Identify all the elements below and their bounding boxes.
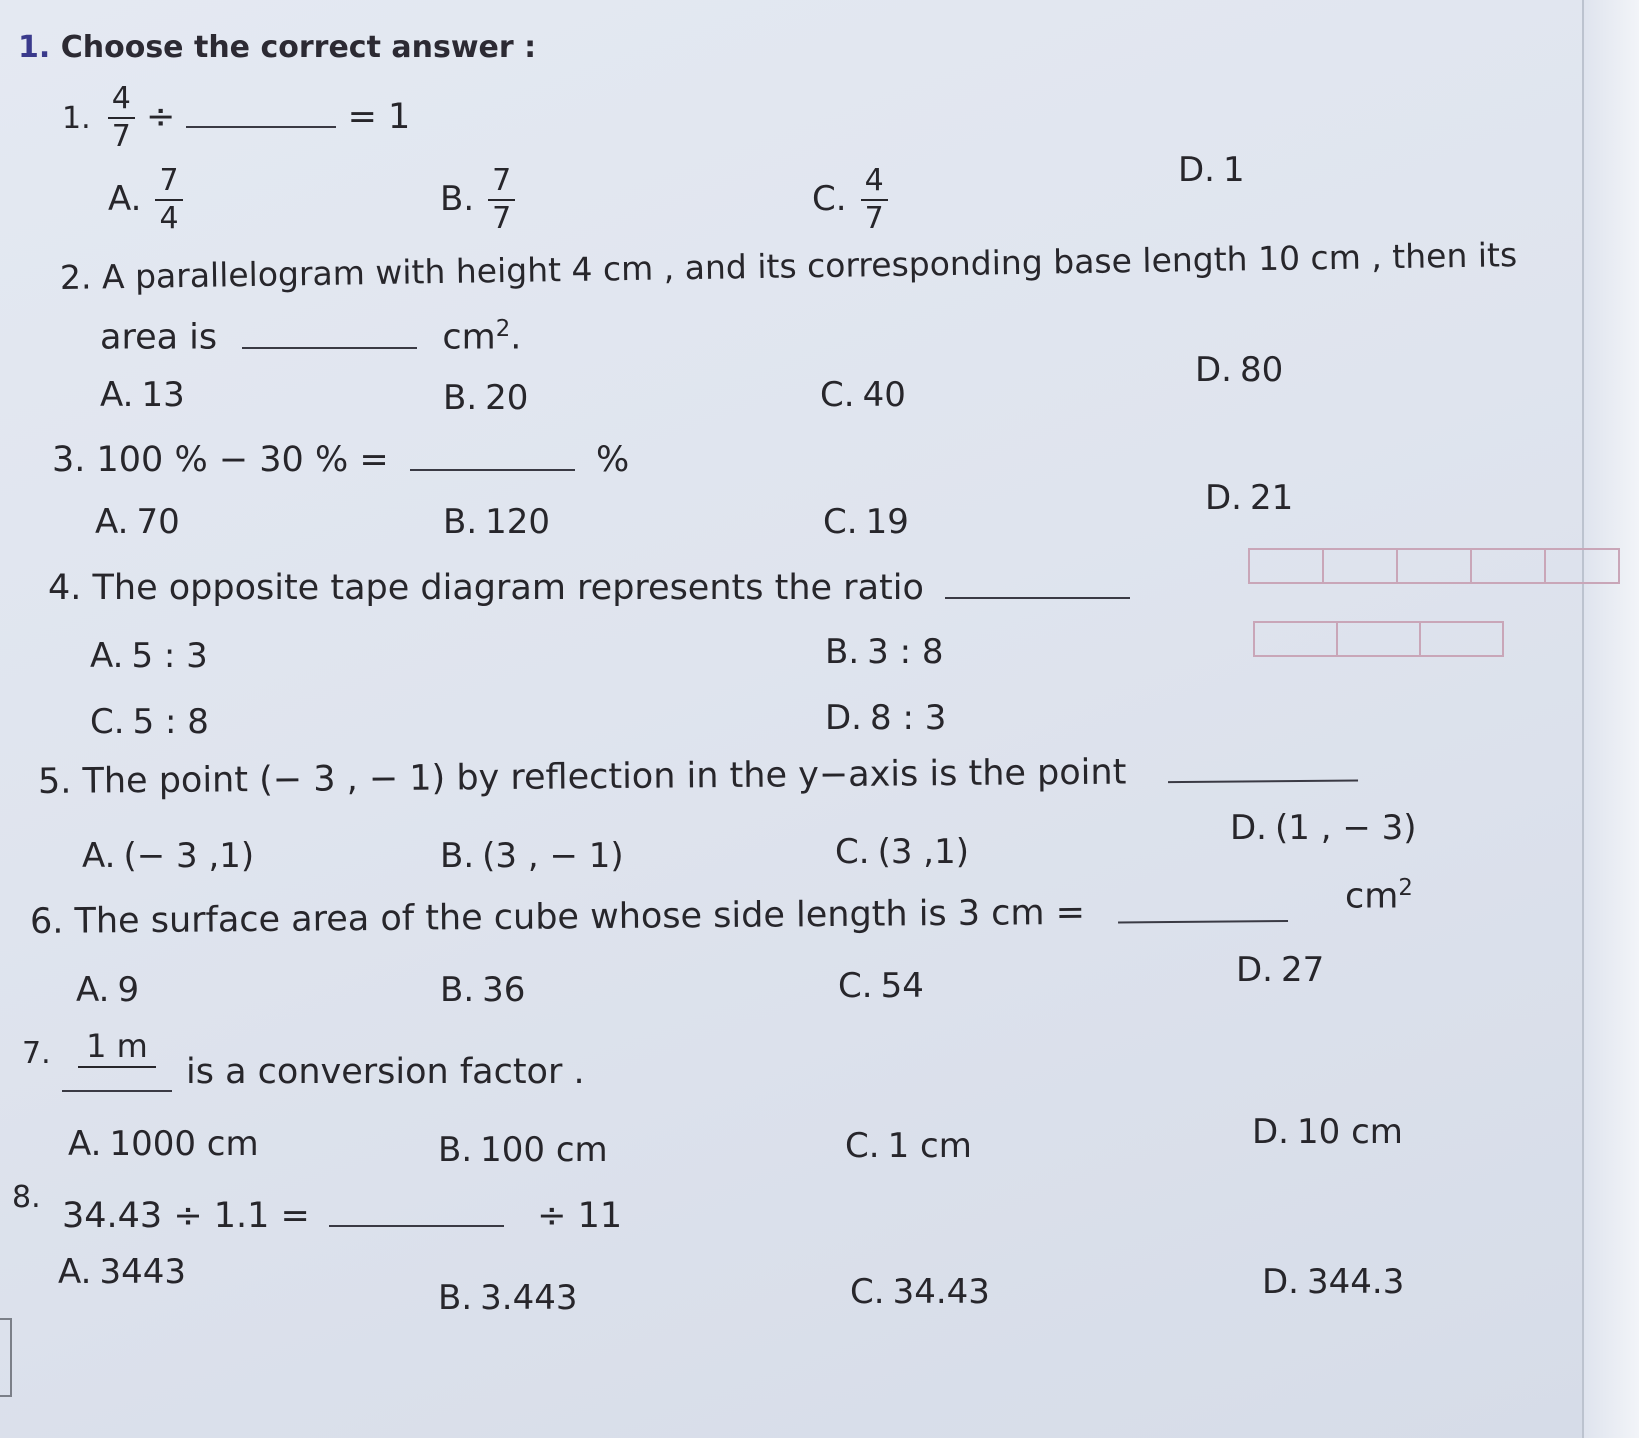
answer-blank bbox=[1168, 779, 1358, 783]
option-b[interactable]: B. 3.443 bbox=[438, 1278, 578, 1318]
question-7-number: 7. bbox=[22, 1036, 51, 1071]
fraction-numerator: 1 m bbox=[78, 1030, 156, 1068]
equals-one: = 1 bbox=[347, 97, 411, 137]
answer-blank bbox=[329, 1225, 504, 1227]
tape-diagram-top bbox=[1250, 548, 1620, 584]
tape-cell bbox=[1322, 548, 1398, 584]
option-a[interactable]: A. 1000 cm bbox=[68, 1124, 259, 1164]
option-a[interactable]: A. 5 : 3 bbox=[90, 636, 208, 676]
answer-blank bbox=[945, 597, 1130, 599]
division-sign: ÷ bbox=[146, 97, 176, 137]
heading-number: 1. bbox=[18, 30, 51, 65]
question-number: 1. bbox=[62, 101, 91, 136]
answer-blank bbox=[1118, 920, 1288, 923]
question-6: 6. The surface area of the cube whose side length is 3 cm = bbox=[30, 891, 1288, 942]
tape-cell bbox=[1419, 621, 1504, 657]
question-1 bbox=[62, 81, 411, 154]
tape-cell bbox=[1253, 621, 1338, 657]
option-d[interactable]: D. 80 bbox=[1195, 350, 1284, 390]
option-d[interactable]: D. 344.3 bbox=[1262, 1262, 1405, 1302]
option-c[interactable]: C. $\frac{4}{7}$ bbox=[812, 166, 888, 234]
question-2-line-2: area is $cm^2$. bbox=[100, 316, 522, 358]
tape-cell bbox=[1248, 548, 1324, 584]
heading-text: Choose the correct answer : bbox=[60, 30, 537, 65]
option-b[interactable]: B. 3 : 8 bbox=[825, 632, 944, 672]
option-c[interactable]: C. (3 ,1) bbox=[835, 832, 969, 872]
option-c[interactable]: C. 1 cm bbox=[845, 1126, 972, 1166]
option-b[interactable]: B. 100 cm bbox=[438, 1130, 608, 1170]
conversion-fraction bbox=[62, 1027, 172, 1092]
answer-blank bbox=[186, 126, 336, 128]
option-b[interactable]: B. 120 bbox=[443, 502, 551, 542]
tape-cell bbox=[1396, 548, 1472, 584]
option-d[interactable]: D. 21 bbox=[1205, 478, 1294, 518]
fraction: $\frac{4}{7}$ bbox=[861, 166, 888, 234]
answer-blank bbox=[410, 469, 575, 471]
option-c[interactable]: C. 34.43 bbox=[850, 1272, 990, 1312]
fraction: $\frac{4}{7}$ bbox=[108, 84, 135, 152]
option-a[interactable]: A. 13 bbox=[100, 375, 185, 415]
tape-cell bbox=[1336, 621, 1421, 657]
option-c[interactable]: C. 40 bbox=[820, 375, 906, 415]
option-d[interactable]: D. 1 bbox=[1178, 150, 1245, 190]
option-c[interactable]: C. 54 bbox=[838, 966, 924, 1006]
option-b[interactable]: B. $\frac{7}{7}$ bbox=[440, 166, 515, 234]
question-2: 2. A parallelogram with height 4 cm , and its corresponding base length 10 cm , then its bbox=[59, 235, 1518, 297]
fraction: $\frac{7}{4}$ bbox=[155, 166, 182, 234]
option-a[interactable]: A. 9 bbox=[76, 970, 140, 1010]
option-c[interactable]: C. 19 bbox=[823, 502, 909, 542]
option-b[interactable]: B. 36 bbox=[440, 970, 526, 1010]
question-8: 34.43 ÷ 1.1 = ÷ 11 bbox=[62, 1196, 623, 1236]
tape-diagram-bottom bbox=[1255, 621, 1504, 657]
tape-cell bbox=[1544, 548, 1620, 584]
tape-cell bbox=[1470, 548, 1546, 584]
option-a[interactable]: A. $\frac{7}{4}$ bbox=[108, 166, 183, 234]
option-a[interactable]: A. 70 bbox=[95, 502, 180, 542]
question-8-number: 8. bbox=[12, 1180, 41, 1215]
answer-blank bbox=[242, 347, 417, 349]
option-d[interactable]: D. (1 , − 3) bbox=[1230, 808, 1417, 848]
fraction: $\frac{7}{7}$ bbox=[488, 166, 515, 234]
option-a[interactable]: A. 3443 bbox=[58, 1252, 186, 1292]
page-edge bbox=[1582, 0, 1639, 1438]
option-b[interactable]: B. 20 bbox=[443, 378, 529, 418]
question-3: 3. 100 % − 30 % = % bbox=[52, 440, 630, 480]
answer-blank bbox=[62, 1068, 172, 1092]
instructions-heading bbox=[18, 30, 536, 65]
question-5: 5. The point (− 3 , − 1) by reflection in the y−axis is the point bbox=[38, 750, 1358, 802]
option-d[interactable]: D. 10 cm bbox=[1252, 1112, 1403, 1152]
option-a[interactable]: A. (− 3 ,1) bbox=[82, 836, 255, 876]
option-d[interactable]: D. 27 bbox=[1236, 950, 1325, 990]
unit-cm2: $cm^2$ bbox=[1345, 875, 1413, 917]
option-c[interactable]: C. 5 : 8 bbox=[90, 702, 209, 742]
option-b[interactable]: B. (3 , − 1) bbox=[440, 836, 624, 876]
option-d[interactable]: D. 8 : 3 bbox=[825, 698, 947, 738]
margin-box bbox=[0, 1318, 12, 1397]
question-4: 4. The opposite tape diagram represents the ratio bbox=[48, 568, 1130, 608]
question-7: is a conversion factor . bbox=[186, 1052, 585, 1092]
